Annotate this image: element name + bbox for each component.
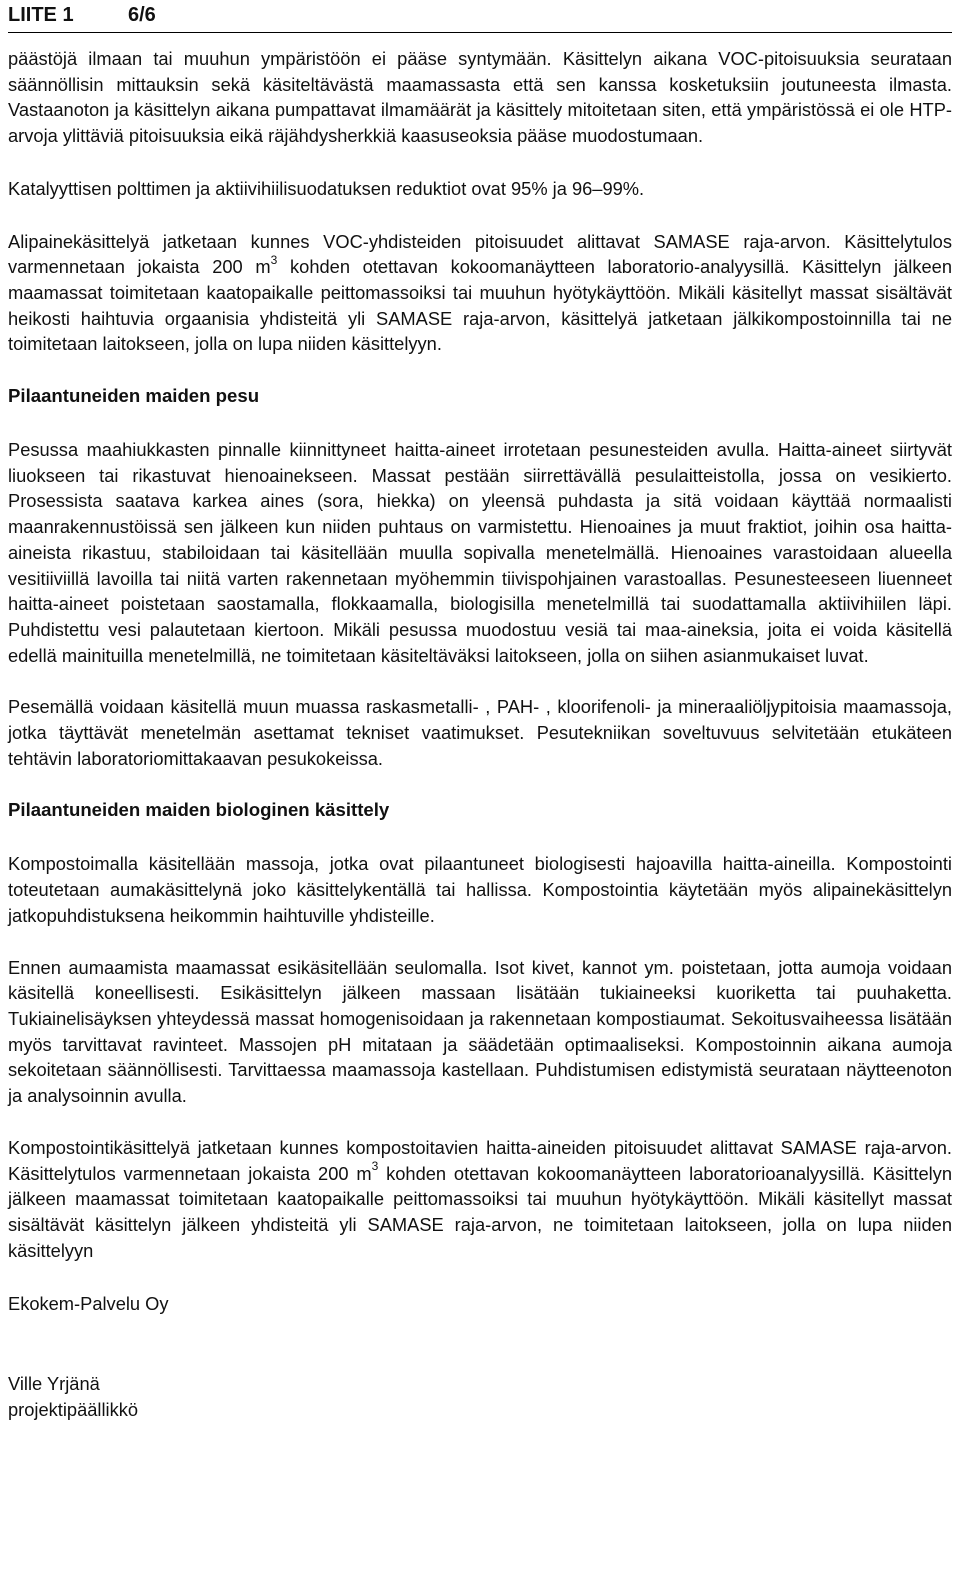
paragraph-washing: Pesussa maahiukkasten pinnalle kiinnittyneet haitta-aineet irrotetaan pesunesteiden avulla. Haitta-aineet siirtyvät liuokseen tai rikastuvat hienoainekseen. Massat pestään siirrettävällä pesulaitteistolla, jossa on vesikierto. Prosessista saatava karkea aines (sora, hiekka) on yleensä puhdasta ja sitä voidaan käyttää normaalisti maanrakennustöissä sen jälkeen kun niiden puhtaus on varmistettu. Hienoaines ja muut fraktiot, joihin osa haitta-aineista rikastuu, stabiloidaan tai käsitellään muulla sopivalla menetelmällä. Hienoaines varastoidaan alueella vesitiiviillä lavoilla tai niitä varten rakennetaan myöhemmin tiivispohjainen varastoallas. Pesunesteeseen liuenneet haitta-aineet poistetaan saostamalla, flokkaamalla, biologisilla menetelmillä tai suodattamalla aktiivihiilen läpi. Puhdistettu vesi palautetaan kiertoon. Mikäli pesussa muodostuu vesiä tai maa-aineksia, joita ei voida käsitellä edellä mainituilla menetelmillä, ne toimitetaan käsiteltäväksi laitokseen, jolla on siihen asianmukaiset luvat.: [8, 439, 952, 666]
page-number: 6/6: [128, 4, 156, 26]
paragraph-reductions: Katalyyttisen polttimen ja aktiivihiilisuodatuksen reduktiot ovat 95% ja 96–99%.: [8, 177, 645, 199]
signature-title: projektipäällikkö: [8, 1398, 139, 1420]
paragraph-pretreatment: Ennen aumaamista maamassat esikäsitellään seulomalla. Isot kivet, kannot ym. poistetaan, jotta aumoja voidaan käsitellä koneellisesti. Esikäsittelyn jälkeen massaan lisätään tukiaineeksi kuoriketta tai puuhaketta. Tukiainelisäyksen yhteydessä massat homogenisoidaan ja rakennetaan kompostiaumat. Sekoitusvaiheessa lisätään myös tarvittavat ravinteet. Massojen pH mitataan ja säädetään optimaaliseksi. Kompostoinnin aikana aumoja sekoitetaan säännöllisesti. Tarvittaessa maamassoja kastellaan. Puhdistumisen edistymistä seurataan näytteenoton ja analysoinnin avulla.: [8, 956, 952, 1107]
paragraph-washing-applicability: Pesemällä voidaan käsitellä muun muassa raskasmetalli- , PAH- , kloorifenoli- ja mineraaliöljypitoisia maamassoja, jotka täyttävät menetelmän asettamat tekniset vaatimukset. Pesutekniikan soveltuvuus selvitetään etukäteen tehtävin laboratoriomittakaavan pesukokeissa.: [8, 696, 952, 769]
paragraph-vacuum-treatment: Alipainekäsittelyä jatketaan kunnes VOC-yhdisteiden pitoisuudet alittavat SAMASE raja-arvon. Käsittelytulos varmennetaan jokaista 200 $m^3$ kohden otettavan kokoomanäytteen laboratorio-analyysillä. Käsittelyn jälkeen maamassat toimitetaan kaatopaikalle peittomassoiksi tai muuhun hyötykäyttöön. Mikäli käsitellyt massat sisältävät heikosti haihtuvia orgaanisia yhdisteitä yli SAMASE raja-arvon, käsittelyä jatketaan jälkikompostoinnilla tai ne toimitetaan laitokseen, jolla on lupa niiden käsittelyyn.: [8, 230, 952, 355]
document-page: [8, 0, 952, 1422]
paragraph-composting: Kompostoimalla käsitellään massoja, jotka ovat pilaantuneet biologisesti hajoavilla haitta-aineilla. Kompostointi toteutetaan aumakäsittelynä joko käsittelykentällä tai hallissa. Kompostointia käytetään myös alipainekäsittelyn jatkopuhdistuksena heikommin haihtuville yhdisteille.: [8, 853, 952, 926]
page-header: [8, 0, 952, 30]
signature-name: Ville Yrjänä: [8, 1373, 100, 1395]
paragraph-composting-result: Kompostointikäsittelyä jatketaan kunnes kompostoitavien haitta-aineiden pitoisuudet alittavat SAMASE raja-arvon. Käsittelytulos varmennetaan jokaista 200 $m^3$ kohden otettavan kokoomanäytteen laboratorioanalyysillä. Käsittelyn jälkeen maamassat toimitetaan kaatopaikalle peittomassoiksi tai muuhun hyötykäyttöön. Mikäli käsitellyt massat sisältävät käsittelyn jälkeen yhdisteitä yli SAMASE raja-arvon, ne toimitetaan laitokseen, jolla on lupa niiden käsittelyyn: [8, 1136, 952, 1261]
appendix-label: LIITE 1: [8, 4, 74, 26]
header-rule: [8, 32, 952, 33]
heading-washing: Pilaantuneiden maiden pesu: [8, 385, 260, 407]
superscript: 3: [270, 253, 278, 268]
paragraph-voc-monitoring: päästöjä ilmaan tai muuhun ympäristöön ei pääse syntymään. Käsittelyn aikana VOC-pitoisuuksia seurataan säännöllisin mittauksin sekä käsiteltävästä maamassasta että sen kanssa kosketuksiin joutuneesta ilmasta. Vastaanoton ja käsittelyn aikana pumpattavat ilmamäärät ja käsittely mitoitetaan siten, että ympäristössä ei ole HTP-arvoja ylittäviä pitoisuuksia eikä räjähdysherkkiä kaasuseoksia pääse muodostumaan.: [8, 48, 952, 147]
superscript: 3: [371, 1159, 379, 1174]
signature-company: Ekokem-Palvelu Oy: [8, 1293, 169, 1315]
heading-biological: Pilaantuneiden maiden biologinen käsittely: [8, 799, 390, 821]
